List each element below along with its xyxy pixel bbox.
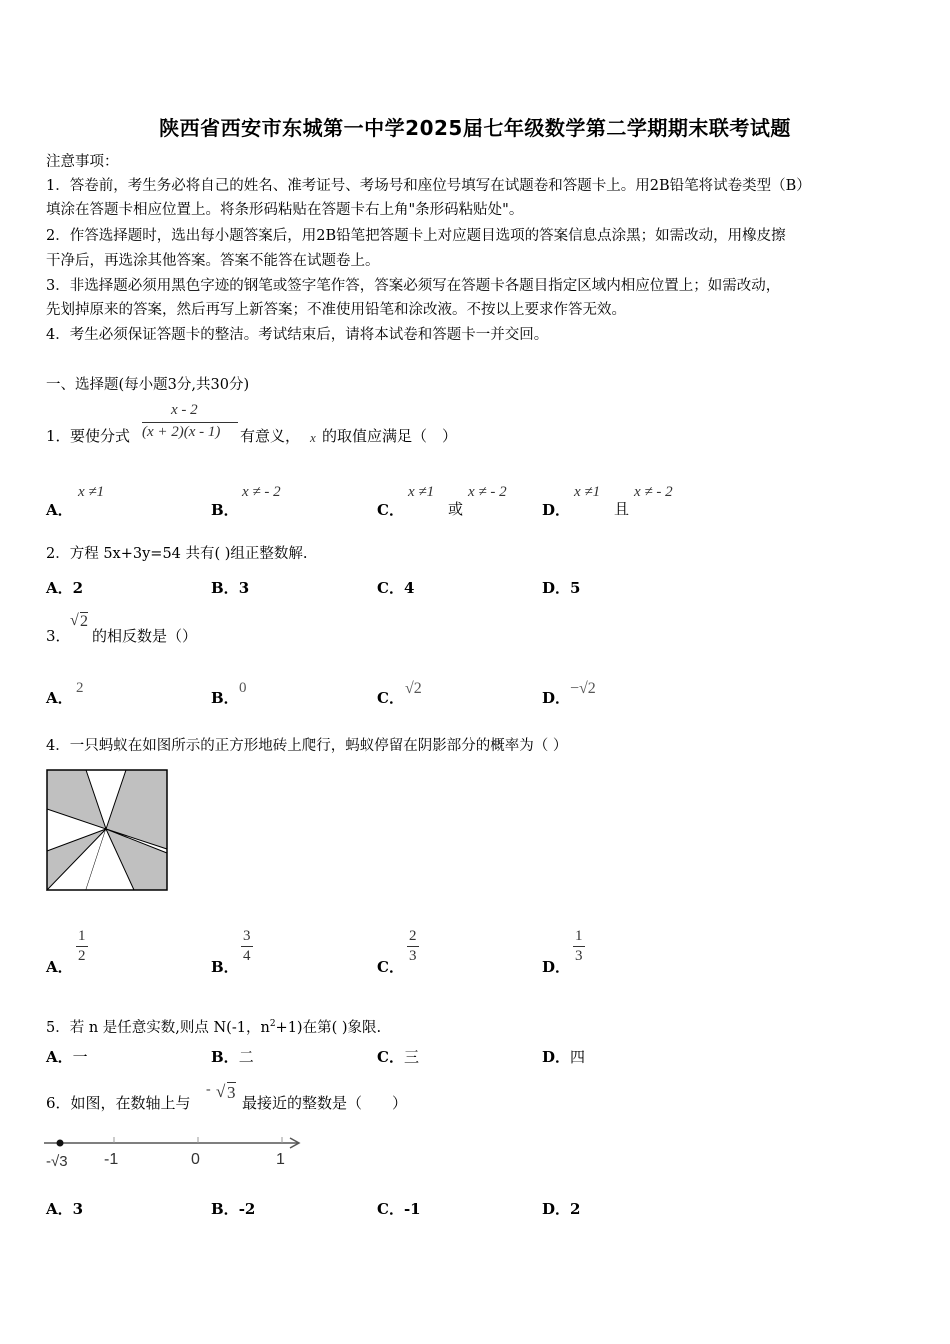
option-d[interactable]: D． <box>542 958 571 976</box>
q1-options <box>46 482 906 522</box>
option-c[interactable]: C． <box>377 501 404 519</box>
notes-heading: 注意事项： <box>46 154 119 170</box>
option-a[interactable]: A．2 <box>46 579 84 597</box>
axis-label: 1 <box>276 1151 285 1168</box>
radicand: 2 <box>80 613 88 630</box>
fraction-denominator: (x + 2)(x - 1) <box>142 424 221 440</box>
option-c[interactable]: C．-1 <box>377 1200 421 1218</box>
q4-options <box>46 928 906 978</box>
q3-options <box>46 680 906 710</box>
option-a-math: x ≠1 <box>78 484 105 500</box>
sqrt-sign: √ <box>70 612 79 629</box>
option-d[interactable]: D．四 <box>542 1048 586 1066</box>
option-d-fraction: $\frac{1}{3}$ <box>575 928 583 964</box>
number-line <box>40 1130 310 1172</box>
question-text: 的相反数是（） <box>92 627 198 645</box>
option-d[interactable]: D．2 <box>542 1200 581 1218</box>
option-c[interactable]: C．4 <box>377 579 415 597</box>
option-c[interactable]: C． <box>377 689 404 707</box>
question-text: 的取值应满足（ ） <box>322 427 458 445</box>
section-heading: 一、选择题(每小题3分,共30分) <box>46 377 250 393</box>
option-d[interactable]: D． <box>542 689 571 707</box>
option-a[interactable]: A． <box>46 501 73 519</box>
note-line: 先划掉原来的答案，然后再写上新答案；不准使用铅笔和涂改液。不按以上要求作答无效。 <box>46 302 626 318</box>
question-6 <box>46 1080 546 1116</box>
axis-label: -√3 <box>46 1153 68 1170</box>
question-text: 6．如图，在数轴上与 <box>46 1094 191 1112</box>
option-d-word: 且 <box>614 500 630 518</box>
radicand: 3 <box>227 1083 236 1102</box>
negative-sign: - <box>206 1082 211 1097</box>
option-b[interactable]: B． <box>211 689 239 707</box>
option-a[interactable]: A． <box>46 689 73 707</box>
option-b[interactable]: B． <box>211 958 239 976</box>
note-line: 干净后，再选涂其他答案。答案不能答在试题卷上。 <box>46 253 380 269</box>
page-title: 陕西省西安市东城第一中学2025届七年级数学第二学期期末联考试题 <box>159 116 791 140</box>
note-line: 3．非选择题必须用黑色字迹的钢笔或签字笔作答，答案必须写在答题卡各题目指定区域内相应位置上；如需改动， <box>46 278 781 294</box>
option-b-fraction: $\frac{3}{4}$ <box>243 928 251 964</box>
question-2: 2．方程 5x+3y=54 共有( )组正整数解. <box>46 546 308 562</box>
option-c-fraction: $\frac{2}{3}$ <box>409 928 417 964</box>
q6-options <box>46 1198 906 1222</box>
option-b[interactable]: B．二 <box>211 1048 254 1066</box>
point-marker <box>57 1140 64 1147</box>
question-text: 最接近的整数是（ ） <box>242 1094 408 1112</box>
option-b[interactable]: B．3 <box>211 579 250 597</box>
option-d[interactable]: D．5 <box>542 579 581 597</box>
question-number: 3． <box>46 627 71 645</box>
question-3 <box>46 612 446 648</box>
square-tile-figure <box>46 769 168 891</box>
option-c[interactable]: C． <box>377 958 404 976</box>
option-a[interactable]: A． <box>46 958 73 976</box>
axis-label: -1 <box>104 1151 119 1168</box>
option-a[interactable]: A．3 <box>46 1200 84 1218</box>
note-line: 4．考生必须保证答题卡的整洁。考试结束后，请将本试卷和答题卡一并交回。 <box>46 327 549 343</box>
option-d-math: x ≠1 <box>574 484 601 500</box>
variable: x <box>310 430 316 445</box>
option-d-value: −√2 <box>570 680 596 697</box>
question-number: 1． <box>46 427 71 445</box>
question-text: 要使分式 <box>70 427 131 445</box>
question-text: 有意义， <box>240 427 301 445</box>
option-d[interactable]: D． <box>542 501 571 519</box>
option-c-value: √2 <box>405 680 422 697</box>
option-d-math: x ≠ - 2 <box>634 484 673 500</box>
option-c[interactable]: C．三 <box>377 1048 419 1066</box>
question-4: 4．一只蚂蚁在如图所示的正方形地砖上爬行，蚂蚁停留在阴影部分的概率为（ ） <box>46 738 568 754</box>
option-b[interactable]: B．-2 <box>211 1200 256 1218</box>
q5-options <box>46 1046 906 1070</box>
axis-label: 0 <box>191 1151 200 1168</box>
option-a-value: 2 <box>76 680 84 696</box>
fraction-numerator: x - 2 <box>171 402 198 418</box>
option-c-math: x ≠1 <box>408 484 435 500</box>
shaded-region <box>47 770 106 829</box>
note-line: 1．答卷前，考生务必将自己的姓名、准考证号、考场号和座位号填写在试题卷和答题卡上。用2B铅笔将试卷类型（B） <box>46 178 811 194</box>
option-c-math: x ≠ - 2 <box>468 484 507 500</box>
option-b[interactable]: B． <box>211 501 239 519</box>
fraction-bar <box>142 422 238 423</box>
note-line: 2．作答选择题时，选出每小题答案后，用2B铅笔把答题卡上对应题目选项的答案信息点涂黑；如需改动，用橡皮擦 <box>46 228 786 244</box>
option-a-fraction: $\frac{1}{2}$ <box>78 928 86 964</box>
note-line: 填涂在答题卡相应位置上。将条形码粘贴在答题卡右上角"条形码粘贴处"。 <box>46 202 524 218</box>
option-a[interactable]: A．一 <box>46 1048 88 1066</box>
option-b-value: 0 <box>239 680 247 696</box>
q2-options <box>46 577 906 601</box>
option-c-word: 或 <box>448 500 464 518</box>
question-5: 5．若 n 是任意实数,则点 N(-1，$n^2+1$)在第( )象限. <box>46 1019 382 1036</box>
option-b-math: x ≠ - 2 <box>242 484 281 500</box>
sqrt-sign: √ <box>216 1082 226 1101</box>
